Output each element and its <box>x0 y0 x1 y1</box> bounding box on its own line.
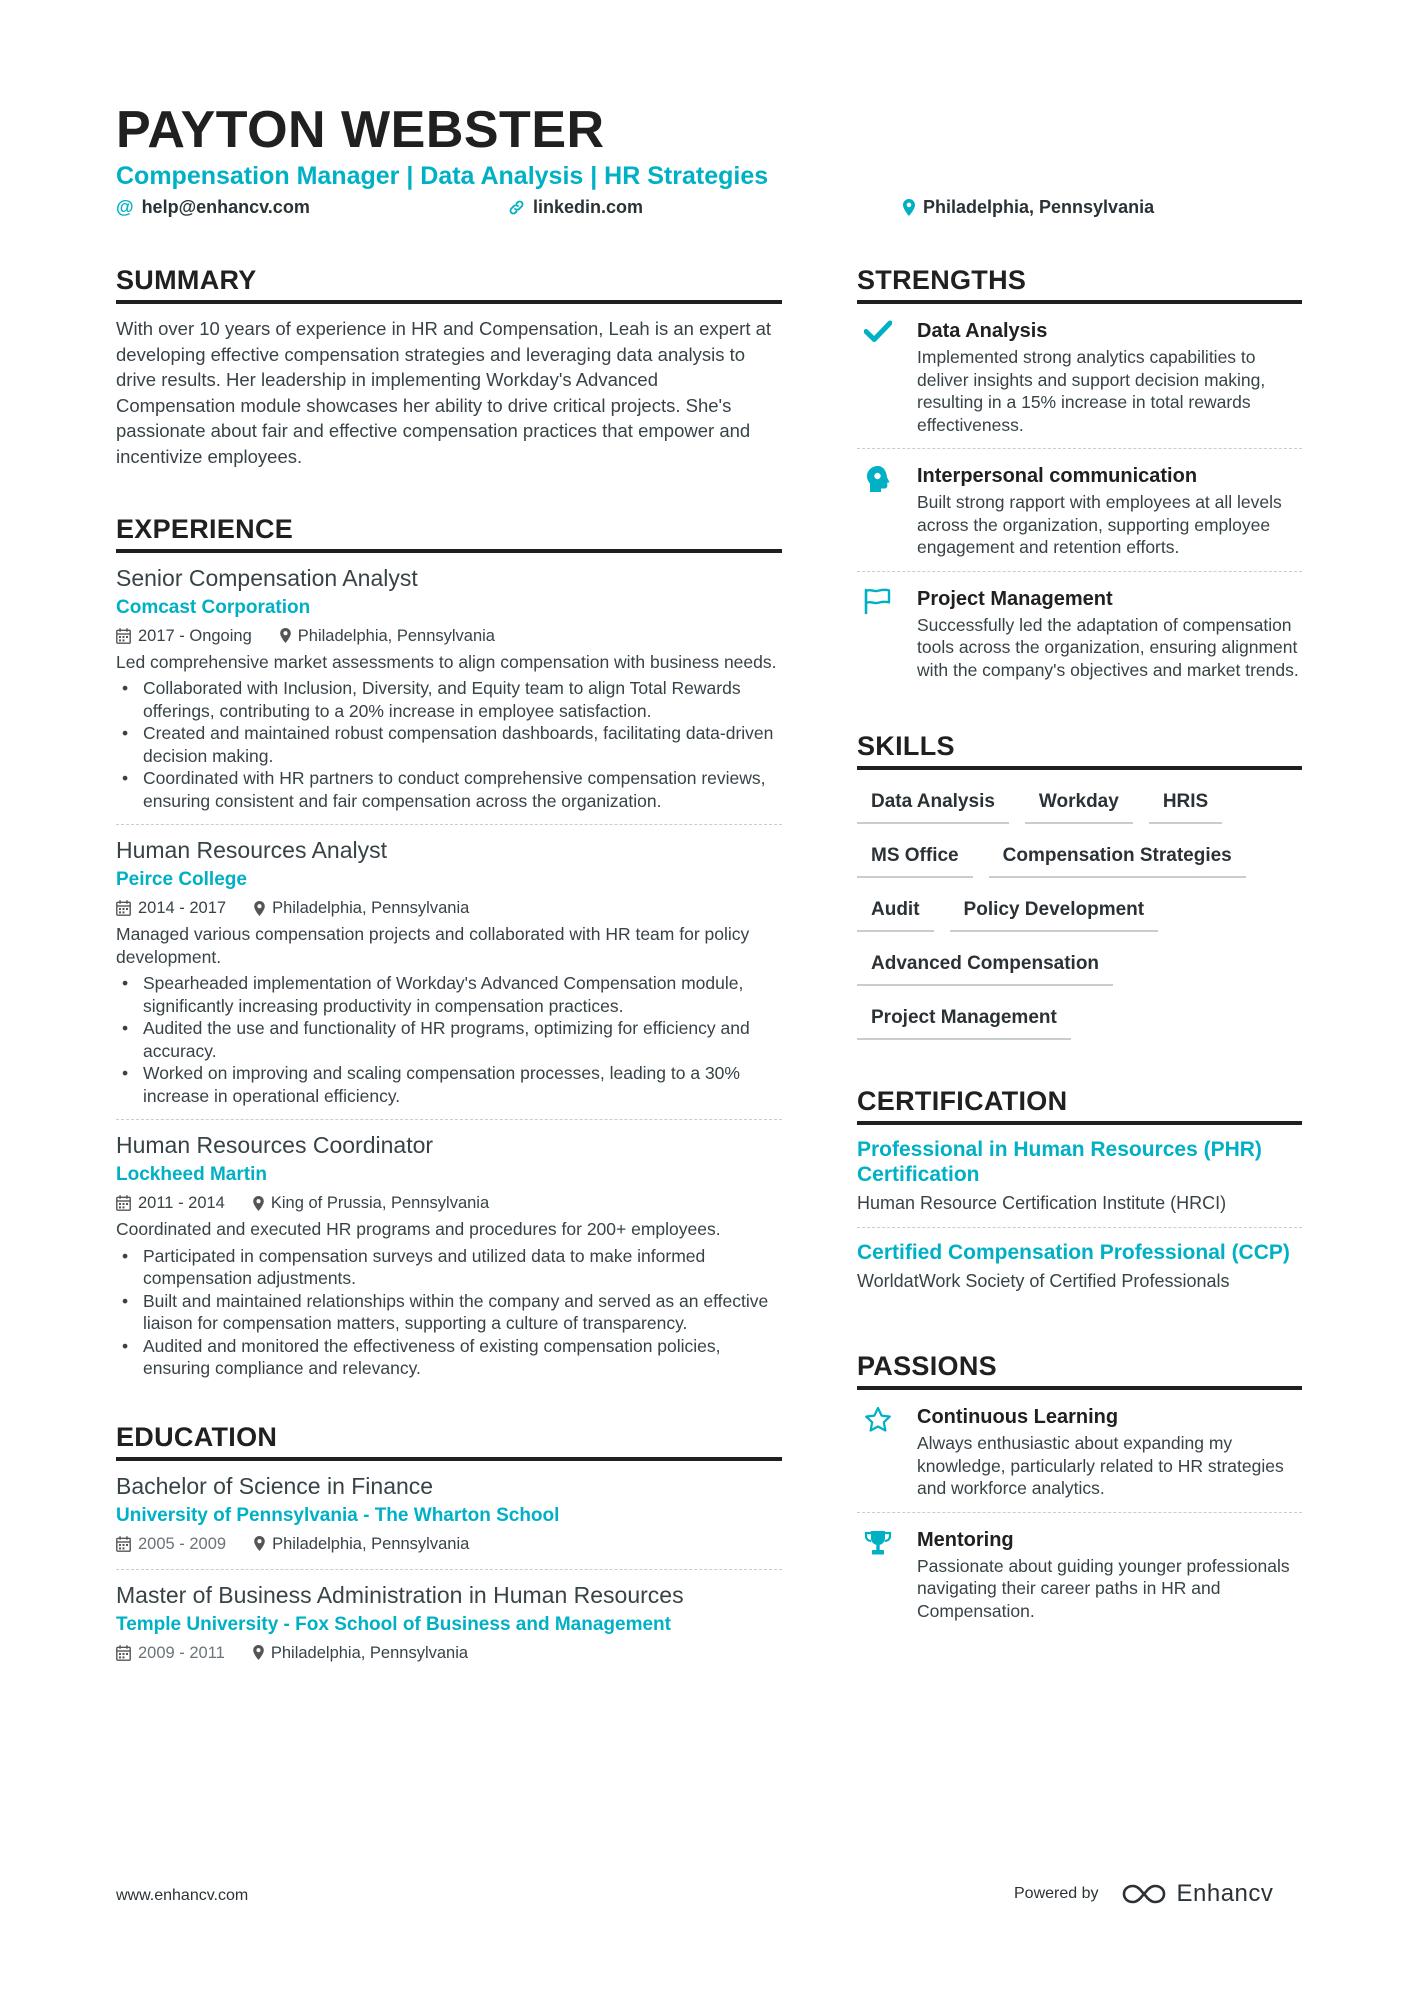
passion-title: Continuous Learning <box>917 1406 1119 1428</box>
entry-meta <box>116 623 782 649</box>
achievement-list <box>116 677 782 812</box>
job-description: Managed various compensation projects and collaborated with HR team for policy development. <box>116 924 750 967</box>
certification-title: Professional in Human Resources (PHR) Certification <box>857 1138 1262 1186</box>
passion-item <box>857 1390 1302 1513</box>
contact-location <box>903 197 1154 218</box>
degree-title: Bachelor of Science in Finance <box>116 1472 434 1499</box>
skill-tag: Workday <box>1025 784 1133 824</box>
skills-section <box>857 729 1302 1040</box>
experience-section <box>116 512 782 1392</box>
job-title: Senior Compensation Analyst <box>116 564 418 591</box>
list-item: • Built and maintained relationships within the company and served as an effective liaison for compensation matters, supporting a culture of transparency. <box>116 1290 782 1335</box>
link-icon <box>508 199 525 216</box>
job-title: Human Resources Analyst <box>116 837 388 864</box>
company-name: Lockheed Martin <box>116 1164 267 1186</box>
resume-name: PAYTON WEBSTER <box>116 101 605 159</box>
date-range: 2014 - 2017 <box>116 895 226 921</box>
map-pin-icon <box>903 199 915 216</box>
job-description: Coordinated and executed HR programs and procedures for 200+ employees. <box>116 1219 721 1240</box>
education-heading: EDUCATION <box>116 1420 782 1461</box>
infinity-logo-icon <box>1121 1883 1167 1905</box>
map-pin-icon <box>253 1645 264 1660</box>
email-text: help@enhancv.com <box>141 197 310 217</box>
resume-headline: Compensation Manager | Data Analysis | HR Strategies <box>116 162 769 190</box>
calendar-icon <box>116 1645 131 1661</box>
trophy-icon <box>857 1527 899 1623</box>
certification-item <box>857 1125 1302 1228</box>
location-text: Philadelphia, Pennsylvania <box>923 197 1155 217</box>
entry-location: Philadelphia, Pennsylvania <box>280 623 495 649</box>
degree-title: Master of Business Administration in Human Resources <box>116 1581 684 1608</box>
skill-tag: MS Office <box>857 838 973 878</box>
map-pin-icon <box>280 628 291 643</box>
school-name: University of Pennsylvania - The Wharton School <box>116 1504 560 1526</box>
strength-item <box>857 449 1302 572</box>
skill-tag: Project Management <box>857 1000 1071 1040</box>
experience-entry <box>116 553 782 826</box>
entry-location: King of Prussia, Pennsylvania <box>253 1190 489 1216</box>
skills-heading: SKILLS <box>857 729 1302 770</box>
company-name: Comcast Corporation <box>116 596 311 618</box>
date-range: 2009 - 2011 <box>116 1640 225 1666</box>
summary-section <box>116 263 782 470</box>
date-range: 2011 - 2014 <box>116 1190 225 1216</box>
footer-website[interactable]: www.enhancv.com <box>116 1887 249 1904</box>
list-item: • Coordinated with HR partners to conduct comprehensive compensation reviews, ensuring consistent and fair compensation across the organization. <box>116 767 782 812</box>
strength-description: Implemented strong analytics capabilities to deliver insights and support decision making, resulting in a 15% increase in total rewards effectiveness. <box>917 347 1266 435</box>
job-description: Led comprehensive market assessments to align compensation with business needs. <box>116 651 777 672</box>
right-column <box>857 263 1302 1634</box>
footer-branding[interactable] <box>1014 1880 1273 1908</box>
skill-tag: Advanced Compensation <box>857 946 1113 986</box>
skills-list <box>857 784 1302 1040</box>
summary-text: With over 10 years of experience in HR and Compensation, Leah is an expert at developing effective compensation strategies and leveraging data analysis to drive results. Her leadership in implementing Workday's Advanced Compensation module showcases her ability to drive critical projects. She's passionate about fair and effective compensation practices that empower and incentivize employees. <box>116 318 772 467</box>
job-title: Human Resources Coordinator <box>116 1132 434 1159</box>
date-range: 2017 - Ongoing <box>116 623 252 649</box>
certification-item <box>857 1228 1302 1305</box>
education-entry <box>116 1570 782 1678</box>
experience-entry <box>116 825 782 1120</box>
entry-meta <box>116 1190 782 1216</box>
education-section <box>116 1420 782 1678</box>
passion-description: Passionate about guiding younger professionals navigating their career paths in HR and Compensation. <box>917 1555 1290 1621</box>
calendar-icon <box>116 1536 131 1552</box>
entry-location: Philadelphia, Pennsylvania <box>253 1640 468 1666</box>
skill-tag: Data Analysis <box>857 784 1009 824</box>
entry-location: Philadelphia, Pennsylvania <box>254 895 469 921</box>
passion-item <box>857 1513 1302 1635</box>
entry-meta <box>116 1531 782 1557</box>
list-item: • Created and maintained robust compensation dashboards, facilitating data-driven decision making. <box>116 722 782 767</box>
calendar-icon <box>116 628 131 644</box>
skill-tag: HRIS <box>1149 784 1222 824</box>
list-item: • Spearheaded implementation of Workday's Advanced Compensation module, significantly increasing productivity in compensation practices. <box>116 972 782 1017</box>
checkmark-icon <box>857 318 899 436</box>
skill-tag: Audit <box>857 892 934 932</box>
summary-heading: SUMMARY <box>116 263 782 304</box>
contact-email[interactable] <box>116 197 310 218</box>
passion-title: Mentoring <box>917 1528 1014 1551</box>
skill-tag: Policy Development <box>950 892 1159 932</box>
entry-meta <box>116 1640 782 1666</box>
brand-logo <box>1121 1880 1274 1908</box>
strength-title: Interpersonal communication <box>917 465 1198 487</box>
calendar-icon <box>116 900 131 916</box>
achievement-list <box>116 972 782 1107</box>
strength-title: Project Management <box>917 587 1113 610</box>
calendar-icon <box>116 1195 131 1211</box>
map-pin-icon <box>254 1536 265 1551</box>
certification-issuer: Human Resource Certification Institute (HRCI) <box>857 1193 1227 1213</box>
school-name: Temple University - Fox School of Business and Management <box>116 1613 671 1635</box>
strengths-section <box>857 263 1302 693</box>
list-item: • Worked on improving and scaling compensation processes, leading to a 30% increase in operational efficiency. <box>116 1062 782 1107</box>
entry-meta <box>116 895 782 921</box>
date-range: 2005 - 2009 <box>116 1531 226 1557</box>
certification-issuer: WorldatWork Society of Certified Professionals <box>857 1271 1230 1291</box>
list-item: • Collaborated with Inclusion, Diversity, and Equity team to align Total Rewards offerings, contributing to a 20% increase in employee satisfaction. <box>116 677 782 722</box>
left-column <box>116 263 782 1678</box>
head-icon <box>857 463 899 559</box>
strength-item <box>857 572 1302 694</box>
at-icon: @ <box>116 197 134 217</box>
strengths-heading: STRENGTHS <box>857 263 1302 304</box>
map-pin-icon <box>253 1196 264 1211</box>
company-name: Peirce College <box>116 869 247 891</box>
powered-by-label: Powered by <box>1014 1885 1099 1902</box>
map-pin-icon <box>254 901 265 916</box>
list-item: • Audited and monitored the effectiveness of existing compensation policies, ensuring compliance and relevancy. <box>116 1335 782 1380</box>
strength-title: Data Analysis <box>917 320 1048 342</box>
experience-entry <box>116 1120 782 1392</box>
passions-heading: PASSIONS <box>857 1349 1302 1390</box>
entry-location: Philadelphia, Pennsylvania <box>254 1531 469 1557</box>
flag-icon <box>857 586 899 682</box>
strength-description: Successfully led the adaptation of compensation tools across the organization, ensuring alignment with the company's objectives and market trends. <box>917 614 1299 680</box>
star-icon <box>857 1404 899 1500</box>
education-entry <box>116 1461 782 1570</box>
achievement-list <box>116 1245 782 1380</box>
skill-tag: Compensation Strategies <box>989 838 1246 878</box>
strength-item <box>857 304 1302 449</box>
contact-linkedin[interactable] <box>508 197 643 218</box>
linkedin-text: linkedin.com <box>533 197 644 217</box>
list-item: • Audited the use and functionality of HR programs, optimizing for efficiency and accuracy. <box>116 1017 782 1062</box>
passions-section <box>857 1349 1302 1634</box>
certification-section <box>857 1084 1302 1305</box>
experience-heading: EXPERIENCE <box>116 512 782 553</box>
strength-description: Built strong rapport with employees at all levels across the organization, supporting employee engagement and retention efforts. <box>917 492 1282 557</box>
list-item: • Participated in compensation surveys and utilized data to make informed compensation adjustments. <box>116 1245 782 1290</box>
certification-heading: CERTIFICATION <box>857 1084 1302 1125</box>
brand-name: Enhancv <box>1176 1880 1274 1907</box>
passion-description: Always enthusiastic about expanding my knowledge, particularly related to HR strategies and workforce analytics. <box>917 1433 1284 1498</box>
certification-title: Certified Compensation Professional (CCP) <box>857 1241 1290 1264</box>
